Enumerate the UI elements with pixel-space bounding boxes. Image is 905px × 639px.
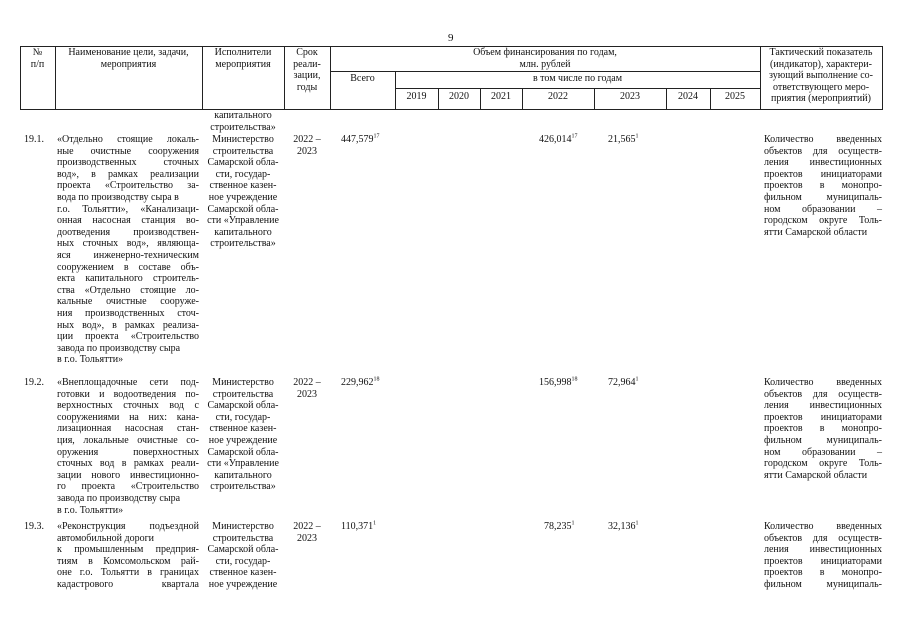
header-funding-title: Объем финансирования по годам, млн. рублей bbox=[473, 47, 617, 70]
header-year-2019: 2019 bbox=[406, 91, 427, 102]
row-19-3-name: «Реконструкция подъездной автомобильной дороги к промышленным предприя- тиям в Комсомольском рай- оне г.о. Тольятти в границах кадастрового квартала bbox=[57, 521, 199, 590]
header-year-2020: 2020 bbox=[449, 91, 469, 102]
col-border-13 bbox=[882, 46, 883, 110]
row-19-2-num: 19.2. bbox=[24, 377, 44, 388]
header-year-2025: 2025 bbox=[725, 91, 745, 102]
row-19-3-indicator: Количество введенных объектов для осуществ- ления инвестиционных проектов инициаторами проектов в монопро- фильном муниципаль- bbox=[764, 521, 882, 590]
row-19-1-executor: Министерство строительства Самарской обла- сти, государ- ственное казен- ное учреждение Самарской обла- сти «Управление капитального строительства» bbox=[207, 134, 279, 250]
row-19-3-2023: 32,136$^1$ bbox=[608, 520, 639, 532]
carryover-executor: капитального строительства» bbox=[210, 110, 276, 133]
row-19-1-num: 19.1. bbox=[24, 134, 44, 145]
row-19-1-total: 447,579$^{17}$ bbox=[341, 133, 380, 145]
row-19-3-executor: Министерство строительства Самарской обла- сти, государ- ственное казен- ное учреждение bbox=[207, 521, 279, 590]
header-num: № п/п bbox=[30, 47, 45, 70]
header-year-2022: 2022 bbox=[548, 91, 568, 102]
header-total: Всего bbox=[350, 73, 375, 84]
header-years-border bbox=[395, 88, 760, 89]
header-incl-years: в том числе по годам bbox=[532, 73, 623, 84]
header-name: Наименование цели, задачи, мероприятия bbox=[68, 47, 189, 70]
row-19-2-2022: 156,998$^{18}$ bbox=[539, 376, 578, 388]
row-19-1-name: «Отдельно стоящие локаль- ные очистные сооружения производственных сточных вод», в рамках реализации проекта «Строительство за- вода по производству сыра в г.о. Тольятти», «Канализаци- онная насосная станция во- доотведения производствен- ных сточных вод», являюща- яся инженерно-техническим сооружением в составе объ- екта капитального строитель- ства «Отдельно стоящие ло- кальные очистные сооруже- ния производственных сточ- ных вод», в рамках реализа- ции проекта «Строительство завода по производству сыра в г.о. Тольятти» bbox=[57, 134, 199, 366]
header-year-2024: 2024 bbox=[678, 91, 698, 102]
header-year-2023: 2023 bbox=[620, 91, 640, 102]
row-19-1-2022: 426,014$^{17}$ bbox=[539, 133, 578, 145]
page-number: 9 bbox=[448, 32, 454, 44]
header-year-2021: 2021 bbox=[491, 91, 511, 102]
header-term: Срок реали- зации, годы bbox=[293, 47, 321, 93]
row-19-2-indicator: Количество введенных объектов для осуществ- ления инвестиционных проектов инициаторами проектов в монопро- фильном муниципаль- ном образовании – городском округе Толь- ятти Самарской области bbox=[764, 377, 882, 481]
row-19-2-term: 2022 – 2023 bbox=[293, 377, 321, 400]
header-exec: Исполнители мероприятия bbox=[214, 47, 272, 70]
row-19-3-2022: 78,235$^1$ bbox=[544, 520, 575, 532]
row-19-2-name: «Внеплощадочные сети под- готовки и водоотведения по- верхностных сточных вод с сооружениями на них: кана- лизационная насосная стан- ция, локальные очистные со- оружения поверхностных сточных вод в рамках реали- зации нового инвестиционно- го проекта «Строительство завода по производству сыра в г.о. Тольятти» bbox=[57, 377, 199, 516]
row-19-2-total: 229,962$^{18}$ bbox=[341, 376, 380, 388]
row-19-3-total: 110,371$^1$ bbox=[341, 520, 377, 532]
row-19-3-term: 2022 – 2023 bbox=[293, 521, 321, 544]
row-19-1-term: 2022 – 2023 bbox=[293, 134, 321, 157]
row-19-1-indicator: Количество введенных объектов для осуществ- ления инвестиционных проектов инициаторами проектов в монопро- фильном муниципаль- ном образовании – городском округе Толь- ятти Самарской области bbox=[764, 134, 882, 238]
row-19-1-2023: 21,565$^1$ bbox=[608, 133, 639, 145]
row-19-3-num: 19.3. bbox=[24, 521, 44, 532]
header-indicator: Тактический показатель (индикатор), характери- зующий выполнение со- ответствующего меро- приятия (мероприятий) bbox=[769, 47, 873, 105]
header-bottom-border bbox=[20, 109, 882, 110]
row-19-2-executor: Министерство строительства Самарской обла- сти, государ- ственное казен- ное учреждение Самарской обла- сти «Управление капитального строительства» bbox=[207, 377, 279, 493]
row-19-2-2023: 72,964$^1$ bbox=[608, 376, 639, 388]
